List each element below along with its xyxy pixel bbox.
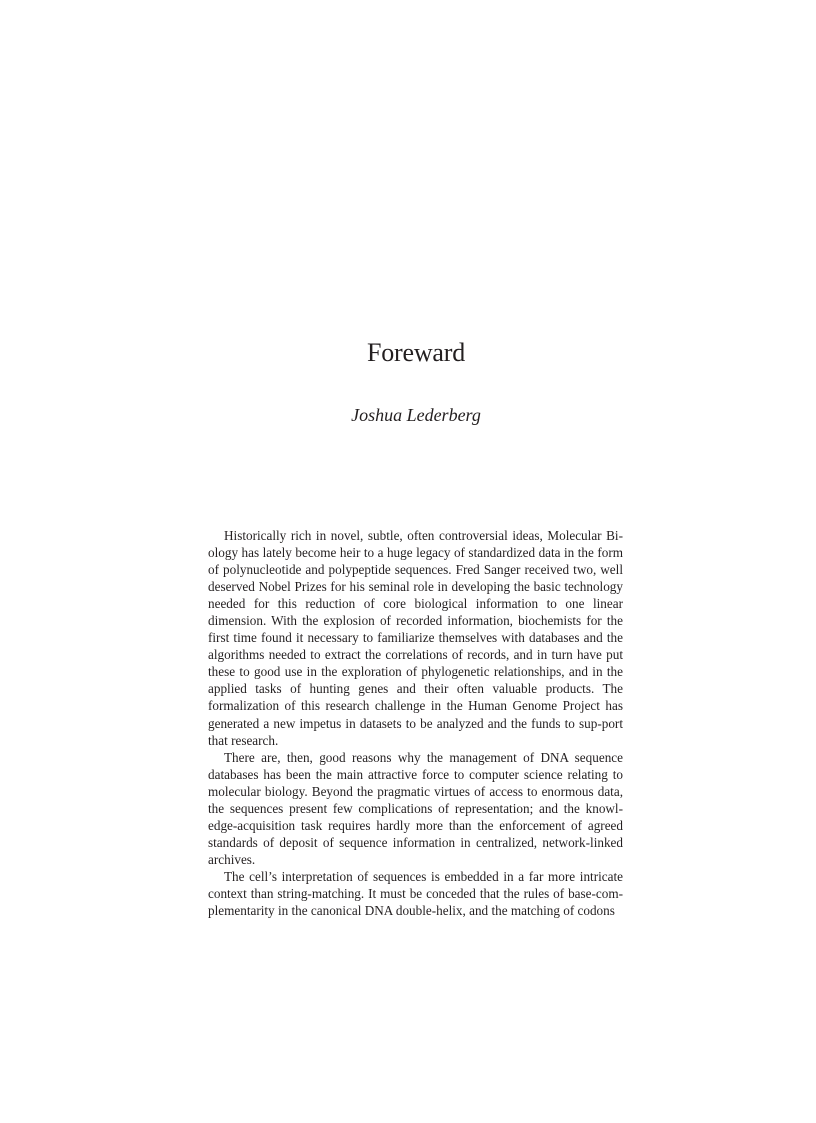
body-text: [208, 527, 623, 919]
page-title: Foreward: [366, 338, 466, 367]
paragraph: Historically rich in novel, subtle, often controversial ideas, Molecular Bi-ology has lately become heir to a huge legacy of standardized data in the form of polynucleotide and polypeptide sequences. Fred Sanger received two, well deserved Nobel Prizes for his seminal role in developing the basic technology needed for this reduction of core biological information to one linear dimension. With the explosion of recorded information, biochemists for the first time found it necessary to familiarize themselves with databases and the algorithms needed to extract the correlations of records, and in turn have put these to good use in the exploration of phylogenetic relationships, and in the applied tasks of hunting genes and their often valuable products. The formalization of this research challenge in the Human Genome Project has generated a new impetus in datasets to be analyzed and the funds to sup-port that research.: [208, 528, 623, 748]
paragraph: The cell’s interpretation of sequences is embedded in a far more intricate context than string-matching. It must be conceded that the rules of base-com-plementarity in the canonical DNA double-helix, and the matching of codons: [208, 868, 623, 919]
author-name: Joshua Lederberg: [351, 405, 481, 425]
paragraph: There are, then, good reasons why the management of DNA sequence databases has been the main attractive force to computer science relating to molecular biology. Beyond the pragmatic virtues of access to enormous data, the sequences present few complications of representation; and the knowl-edge-acquisition task requires hardly more than the enforcement of agreed standards of deposit of sequence information in centralized, network-linked archives.: [208, 749, 623, 867]
